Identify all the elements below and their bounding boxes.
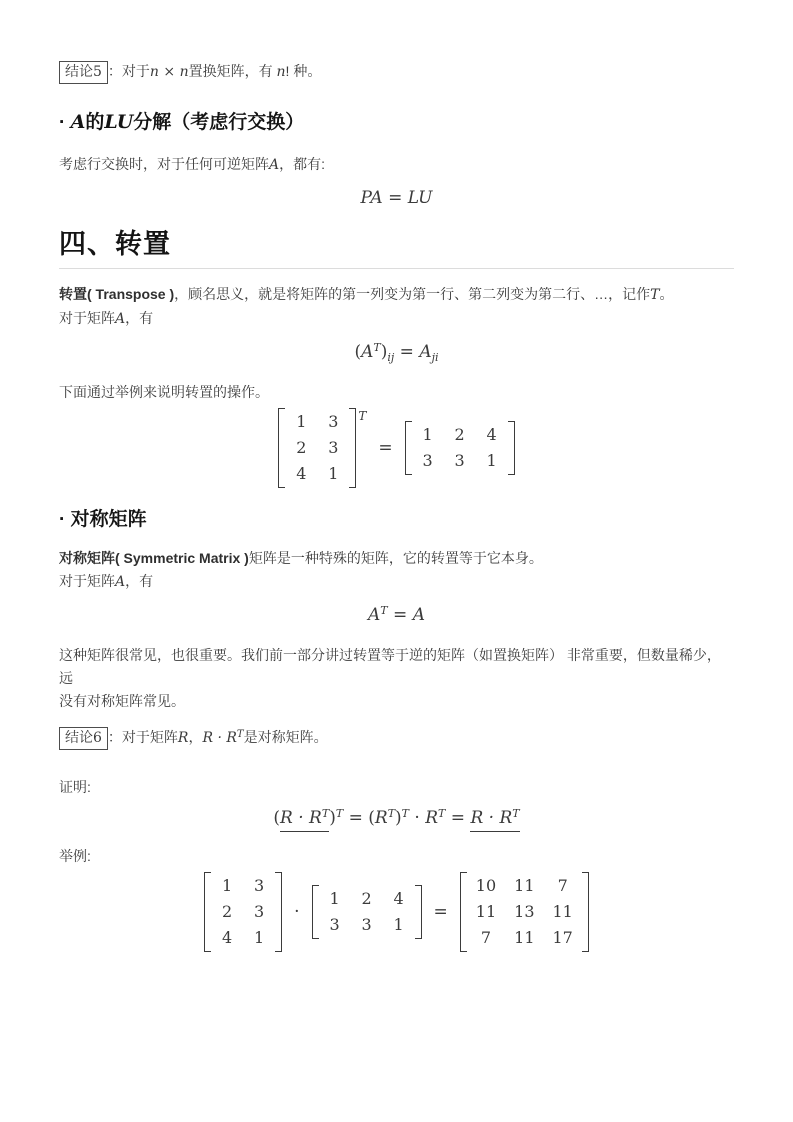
matrix-a-transposed-grid <box>412 421 508 475</box>
transpose-definition-paragraph <box>59 283 734 331</box>
lu-decomposition-heading <box>59 110 734 135</box>
matrix-cell: 3 <box>254 902 265 921</box>
times-sign: × <box>158 64 180 80</box>
paren-close: ) <box>329 808 336 828</box>
matrix-cell: 2 <box>222 902 233 921</box>
conclusion-5-box: 结论5 <box>59 61 108 84</box>
proof-label: 证明: <box>59 779 91 795</box>
transpose-superscript: T <box>358 409 367 423</box>
matrix-a-with-transpose <box>278 408 366 488</box>
var-a: A <box>115 311 126 327</box>
matrix-cell: 2 <box>361 889 372 908</box>
matrix-cell: 10 <box>475 876 497 895</box>
matrix-cell: 3 <box>454 451 465 470</box>
paren-close: ) <box>395 808 402 828</box>
matrix-right-bracket <box>508 421 515 475</box>
paren-open: ( <box>354 342 362 362</box>
conclusion-6-box: 结论6 <box>59 727 108 750</box>
paren-open: ( <box>273 808 281 828</box>
transpose-line2-post: ，有 <box>125 310 154 326</box>
transpose-line2-pre: 对于矩阵 <box>59 310 115 326</box>
symmetric-matrix-heading <box>59 508 734 532</box>
sup-t: T <box>387 807 396 820</box>
matrix-cell: 3 <box>361 915 372 934</box>
transpose-def-rest: ，顾名思义，就是将矩阵的第一列变为第一行、第二列变为第二行、…，记作 <box>174 286 651 302</box>
transpose-def-period: 。 <box>659 286 674 302</box>
matrix-r-transpose <box>312 885 422 939</box>
section-title-transpose: 四、转置 <box>59 227 734 269</box>
matrix-cell: 1 <box>329 889 340 908</box>
var-a: A <box>419 342 432 362</box>
var-rrt: R · R <box>470 808 513 828</box>
conclusion-6-line <box>59 723 734 750</box>
matrix-cell: 11 <box>514 876 535 895</box>
var-n3: n <box>276 64 286 80</box>
symmetric-heading-title: 对称矩阵 <box>70 509 147 530</box>
underlined-rrt-left <box>280 808 329 832</box>
matrix-cell: 4 <box>486 425 497 444</box>
var-r: R <box>177 730 189 746</box>
var-r: R <box>425 808 439 828</box>
matrix-a-grid <box>285 408 349 488</box>
matrix-cell: 7 <box>480 928 492 947</box>
dot-operator: · <box>409 808 426 828</box>
formula-proof <box>59 805 734 831</box>
matrix-cell: 13 <box>514 902 535 921</box>
equals-sign: = <box>378 437 393 458</box>
bullet: · <box>59 509 71 530</box>
matrix-cell: 1 <box>486 451 497 470</box>
matrix-right-bracket <box>415 885 422 939</box>
var-lu: LU <box>104 111 134 133</box>
note-line-1: 这种矩阵很常见，也很重要。我们前一部分讲过转置等于逆的矩阵（如置换矩阵） 非常重要，但数量稀少，远 <box>59 647 721 686</box>
matrix-cell: 3 <box>329 915 340 934</box>
paren-open: ( <box>368 808 375 828</box>
matrix-product-result-grid <box>467 872 582 952</box>
matrix-r-grid <box>211 872 275 952</box>
transpose-example-equation <box>59 408 734 488</box>
matrix-r-transpose-grid <box>319 885 415 939</box>
matrix-right-bracket <box>582 872 589 952</box>
equals-sign: = <box>433 901 448 922</box>
product-example-equation <box>59 872 734 952</box>
matrix-cell: 2 <box>454 425 465 444</box>
matrix-cell: 11 <box>475 902 497 921</box>
matrix-left-bracket <box>278 408 285 488</box>
paren-close: ) <box>380 342 388 362</box>
lu-heading-rest: 分解（考虑行交换） <box>133 112 305 133</box>
matrix-a-transposed <box>405 421 515 475</box>
example-intro-paragraph: 下面通过举例来说明转置的操作。 <box>59 384 269 400</box>
sup-t: T <box>373 341 381 354</box>
matrix-cell: 3 <box>328 438 339 457</box>
matrix-right-bracket <box>349 408 356 488</box>
symmetric-note-paragraph <box>59 644 734 713</box>
var-a: A <box>368 605 381 625</box>
matrix-cell: 3 <box>422 451 433 470</box>
note-line-2: 没有对称矩阵常见。 <box>59 693 185 709</box>
matrix-cell: 1 <box>328 464 339 483</box>
equals-sign: = <box>343 808 369 828</box>
symmetric-term-bold: 对称矩阵( Symmetric Matrix ) <box>59 550 249 566</box>
lu-para-pre: 考虑行交换时，对于任何可逆矩阵 <box>59 156 269 172</box>
var-t: T <box>650 287 660 303</box>
matrix-cell: 1 <box>393 915 404 934</box>
symmetric-def-rest: 矩阵是一种特殊的矩阵，它的转置等于它本身。 <box>248 550 543 566</box>
conclusion-6-text-pre: 对于矩阵 <box>121 729 178 745</box>
var-a: A <box>70 111 86 133</box>
matrix-left-bracket <box>405 421 412 475</box>
matrix-a <box>278 408 356 488</box>
sup-t: T <box>380 604 388 617</box>
conclusion-5-text-pre: 对于 <box>121 63 150 79</box>
conclusion-6-colon: ： <box>107 729 122 745</box>
matrix-cell: 1 <box>422 425 433 444</box>
sup-t: T <box>236 729 244 740</box>
equals-sign: = <box>387 605 413 625</box>
sup-t: T <box>321 807 330 820</box>
var-a: A <box>115 574 126 590</box>
conclusion-5-colon: ： <box>107 63 122 79</box>
conclusion-5-text-mid: 置换矩阵，有 <box>188 63 277 79</box>
matrix-cell: 3 <box>254 876 265 895</box>
matrix-cell: 2 <box>296 438 307 457</box>
matrix-cell: 3 <box>328 412 339 431</box>
matrix-cell: 4 <box>222 928 233 947</box>
matrix-cell: 11 <box>552 902 573 921</box>
matrix-left-bracket <box>312 885 319 939</box>
matrix-right-bracket <box>275 872 282 952</box>
matrix-cell: 7 <box>557 876 568 895</box>
formula-symmetric <box>59 602 734 628</box>
sup-t: T <box>438 807 446 820</box>
matrix-cell: 17 <box>552 928 573 947</box>
var-a: A <box>412 605 425 625</box>
var-r: R <box>374 808 388 828</box>
underlined-rrt-right <box>470 808 519 832</box>
matrix-left-bracket <box>460 872 467 952</box>
var-rrt: R · R <box>202 730 237 746</box>
transpose-term-bold: 转置( Transpose ) <box>59 286 175 302</box>
conclusion-6-text-post: 是对称矩阵。 <box>243 729 328 745</box>
sup-t: T <box>401 807 410 820</box>
conclusion-6-comma: ， <box>188 729 203 745</box>
lu-paragraph <box>59 153 734 177</box>
matrix-r <box>204 872 282 952</box>
matrix-cell: 11 <box>514 928 535 947</box>
lu-para-post: ，都有: <box>279 156 326 172</box>
formula-pa-lu-text: PA = LU <box>360 188 433 208</box>
symmetric-line2-pre: 对于矩阵 <box>59 573 115 589</box>
var-n1: n <box>149 64 159 80</box>
equals-sign: = <box>445 808 471 828</box>
example-label: 举例: <box>59 848 91 864</box>
sub-ji: ji <box>431 351 439 364</box>
sub-ij: ij <box>387 351 395 364</box>
var-rrt: R · R <box>280 808 322 828</box>
symmetric-line2-post: ，有 <box>125 573 154 589</box>
conclusion-5-text-post: ! 种。 <box>285 63 322 79</box>
sup-t: T <box>512 807 520 820</box>
matrix-cell: 4 <box>296 464 307 483</box>
matrix-cell: 1 <box>296 412 307 431</box>
var-n2: n <box>179 64 189 80</box>
matrix-product-result <box>460 872 589 952</box>
matrix-cell: 4 <box>393 889 404 908</box>
formula-transpose-index <box>59 339 734 365</box>
bullet: · <box>59 112 71 133</box>
matrix-cell: 1 <box>222 876 233 895</box>
matrix-cell: 1 <box>254 928 265 947</box>
equals-sign: = <box>394 342 420 362</box>
lu-heading-de: 的 <box>85 112 105 133</box>
sup-t: T <box>335 807 344 820</box>
formula-pa-lu <box>59 185 734 211</box>
symmetric-definition-paragraph <box>59 547 734 594</box>
matrix-left-bracket <box>204 872 211 952</box>
conclusion-5-line <box>59 60 734 84</box>
dot-operator: · <box>294 901 300 922</box>
var-a: A <box>269 157 280 173</box>
var-a: A <box>361 342 374 362</box>
